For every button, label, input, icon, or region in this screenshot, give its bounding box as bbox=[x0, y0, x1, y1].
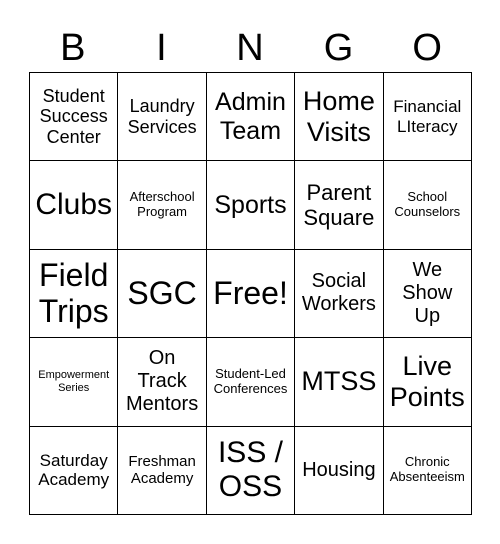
bingo-cell[interactable]: Saturday Academy bbox=[30, 427, 118, 515]
bingo-cell[interactable]: On Track Mentors bbox=[118, 338, 206, 426]
bingo-cell[interactable]: Laundry Services bbox=[118, 73, 206, 161]
bingo-cell[interactable]: MTSS bbox=[295, 338, 383, 426]
bingo-cell[interactable]: Field Trips bbox=[30, 250, 118, 338]
header-letter-g: G bbox=[323, 27, 355, 69]
bingo-cell[interactable]: Housing bbox=[295, 427, 383, 515]
bingo-cell[interactable]: Sports bbox=[207, 161, 295, 249]
bingo-cell free-space[interactable]: Free! bbox=[207, 250, 295, 338]
bingo-cell[interactable]: Chronic Absenteeism bbox=[384, 427, 472, 515]
header-letter-n: N bbox=[236, 27, 265, 69]
bingo-cell[interactable]: Freshman Academy bbox=[118, 427, 206, 515]
header-letter-b: B bbox=[60, 27, 87, 69]
bingo-cell[interactable]: Clubs bbox=[30, 161, 118, 249]
bingo-cell[interactable]: SGC bbox=[118, 250, 206, 338]
bingo-cell[interactable]: Live Points bbox=[384, 338, 472, 426]
bingo-cell[interactable]: Parent Square bbox=[295, 161, 383, 249]
bingo-cell[interactable]: Home Visits bbox=[295, 73, 383, 161]
bingo-cell[interactable]: Financial LIteracy bbox=[384, 73, 472, 161]
bingo-cell[interactable]: ISS / OSS bbox=[207, 427, 295, 515]
bingo-grid bbox=[29, 72, 472, 515]
bingo-cell[interactable]: Student Success Center bbox=[30, 73, 118, 161]
bingo-cell[interactable]: School Counselors bbox=[384, 161, 472, 249]
bingo-cell[interactable]: Empowerment Series bbox=[30, 338, 118, 426]
bingo-cell[interactable]: Student-Led Conferences bbox=[207, 338, 295, 426]
bingo-cell[interactable]: We Show Up bbox=[384, 250, 472, 338]
bingo-cell[interactable]: Afterschool Program bbox=[118, 161, 206, 249]
bingo-header bbox=[29, 24, 472, 72]
bingo-cell[interactable]: Social Workers bbox=[295, 250, 383, 338]
bingo-cell[interactable]: Admin Team bbox=[207, 73, 295, 161]
header-letter-o: O bbox=[412, 27, 443, 69]
header-letter-i: I bbox=[156, 27, 168, 69]
